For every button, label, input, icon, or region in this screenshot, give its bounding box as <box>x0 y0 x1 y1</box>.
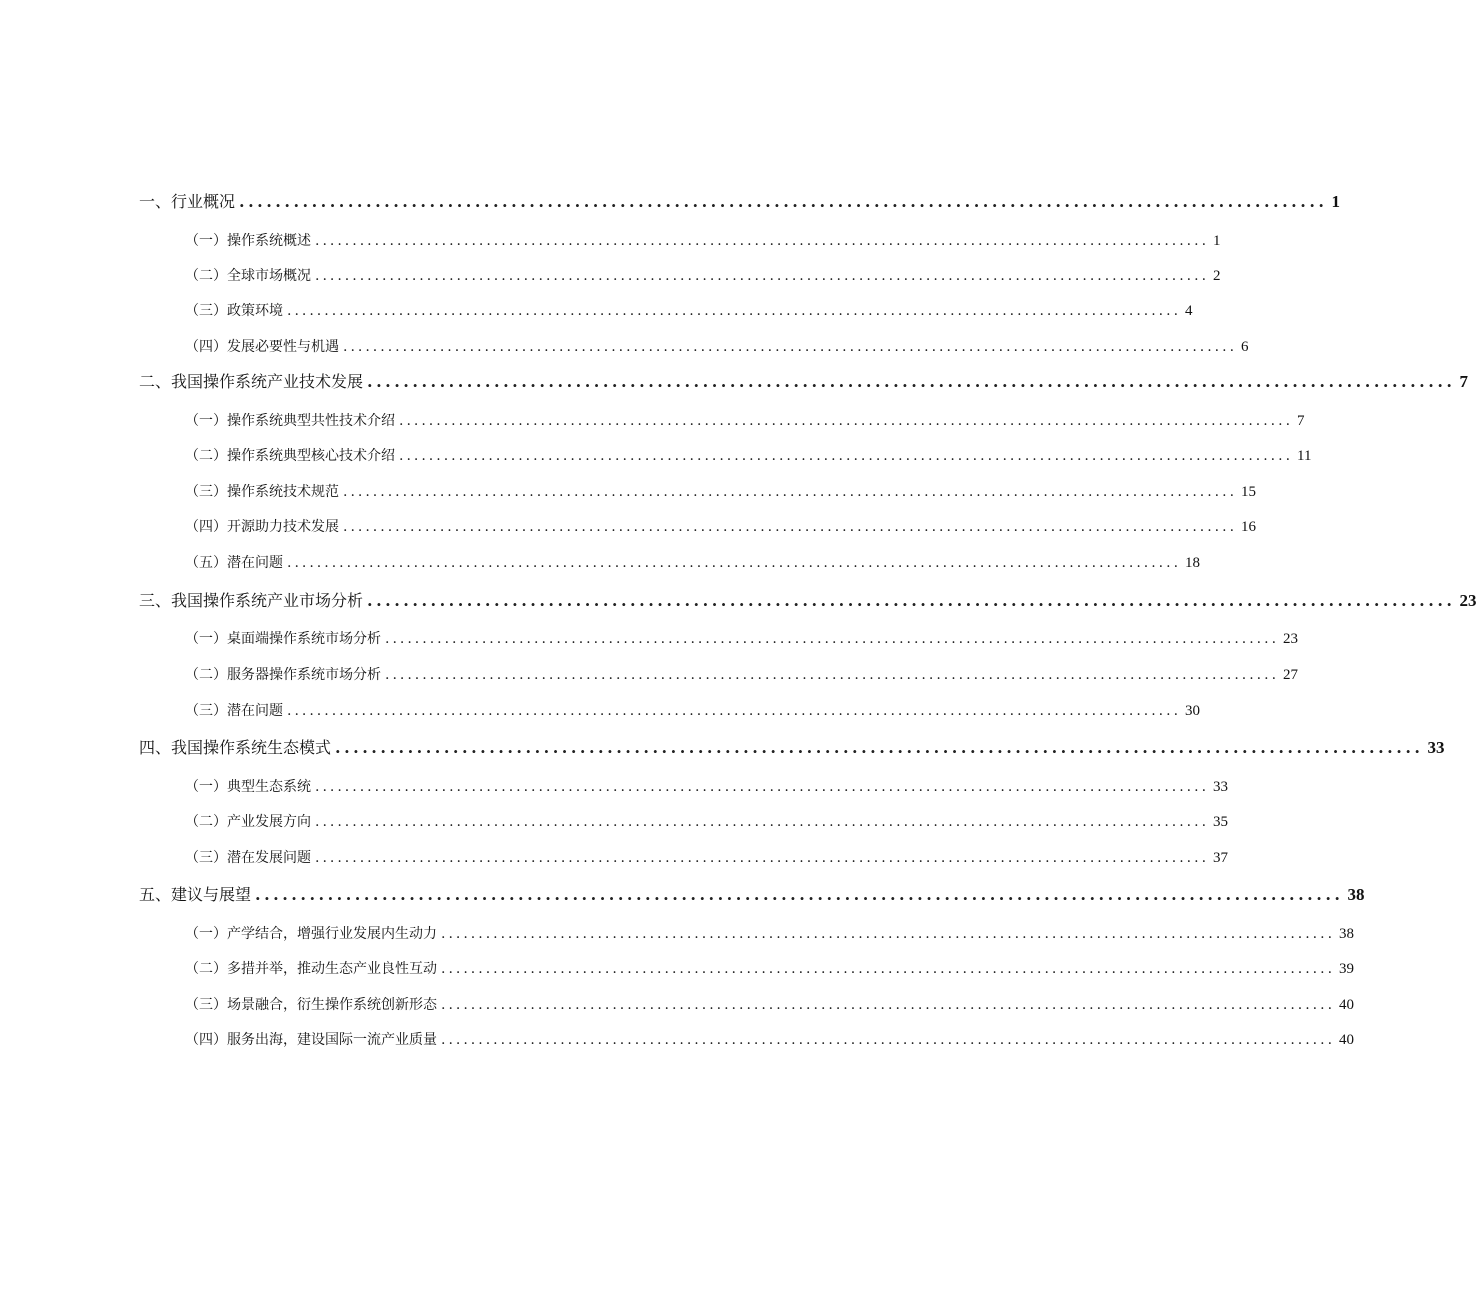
dot-leader: ........................................................................................................................ <box>343 339 1238 355</box>
dot-leader: ........................................................................................................................ <box>441 997 1336 1013</box>
toc-entry-page: 30 <box>1185 703 1201 719</box>
toc-entry-section-5-1[interactable] <box>185 922 1355 946</box>
toc-entry-page: 18 <box>1185 555 1201 571</box>
toc-entry-section-1-4[interactable] <box>185 335 1249 359</box>
toc-entry-page: 1 <box>1331 192 1340 211</box>
dot-leader: ........................................................................................................................ <box>385 631 1280 647</box>
toc-entry-section-2-5[interactable] <box>185 551 1201 575</box>
toc-entry-title: （二）多措并举，推动生态产业良性互动 <box>185 961 437 977</box>
toc-entry-title: （一）操作系统概述 <box>185 233 311 249</box>
toc-entry-page: 7 <box>1459 372 1468 391</box>
toc-entry-page: 37 <box>1213 850 1229 866</box>
toc-entry-chapter-2[interactable] <box>139 370 1468 394</box>
dot-leader: ........................................................................................................................ <box>385 667 1280 683</box>
toc-entry-title: （一）操作系统典型共性技术介绍 <box>185 413 395 429</box>
toc-entry-section-3-3[interactable] <box>185 699 1201 723</box>
toc-entry-page: 38 <box>1347 885 1365 904</box>
toc-entry-title: 四、我国操作系统生态模式 <box>139 738 332 757</box>
toc-entry-section-2-1[interactable] <box>185 409 1305 433</box>
dot-leader: ........................................................................................................................ <box>315 779 1210 795</box>
toc-entry-title: （二）产业发展方向 <box>185 814 311 830</box>
dot-leader: ........................................................................................................................ <box>399 413 1294 429</box>
toc-entry-page: 11 <box>1297 448 1312 464</box>
dot-leader: ........................................................................................................................ <box>399 448 1294 464</box>
toc-entry-page: 23 <box>1459 591 1476 610</box>
toc-entry-title: （一）典型生态系统 <box>185 779 311 795</box>
toc-entry-chapter-3[interactable] <box>139 589 1476 613</box>
toc-entry-page: 39 <box>1339 961 1355 977</box>
toc-entry-title: 五、建议与展望 <box>139 885 252 904</box>
toc-entry-section-1-3[interactable] <box>185 299 1193 323</box>
dot-leader: ........................................................................................................................ <box>315 233 1210 249</box>
toc-entry-title: （五）潜在问题 <box>185 555 283 571</box>
dot-leader: ........................................................................................................................ <box>287 555 1182 571</box>
toc-entry-section-1-2[interactable] <box>185 264 1221 288</box>
dot-leader: ........................................................................................................................ <box>441 926 1336 942</box>
dot-leader: ........................................................................................................................ <box>367 591 1456 610</box>
dot-leader: ........................................................................................................................ <box>335 738 1424 757</box>
toc-entry-page: 40 <box>1339 1032 1355 1048</box>
toc-entry-page: 2 <box>1213 268 1221 284</box>
toc-entry-page: 33 <box>1427 738 1445 757</box>
toc-entry-page: 6 <box>1241 339 1249 355</box>
toc-entry-section-3-2[interactable] <box>185 663 1299 687</box>
toc-entry-page: 38 <box>1339 926 1355 942</box>
toc-entry-title: 二、我国操作系统产业技术发展 <box>139 372 364 391</box>
dot-leader: ........................................................................................................................ <box>287 703 1182 719</box>
dot-leader: ........................................................................................................................ <box>315 814 1210 830</box>
toc-entry-page: 23 <box>1283 631 1299 647</box>
dot-leader: ........................................................................................................................ <box>367 372 1456 391</box>
toc-entry-page: 15 <box>1241 484 1257 500</box>
toc-entry-title: （一）产学结合，增强行业发展内生动力 <box>185 926 437 942</box>
toc-entry-section-2-2[interactable] <box>185 444 1312 468</box>
dot-leader: ........................................................................................................................ <box>315 268 1210 284</box>
toc-entry-section-5-3[interactable] <box>185 993 1355 1017</box>
toc-entry-title: （二）操作系统典型核心技术介绍 <box>185 448 395 464</box>
toc-entry-title: （二）全球市场概况 <box>185 268 311 284</box>
dot-leader: ........................................................................................................................ <box>287 303 1182 319</box>
toc-entry-section-4-2[interactable] <box>185 810 1229 834</box>
toc-entry-title: 三、我国操作系统产业市场分析 <box>139 591 364 610</box>
dot-leader: ........................................................................................................................ <box>239 192 1328 211</box>
dot-leader: ........................................................................................................................ <box>343 484 1238 500</box>
toc-entry-section-4-3[interactable] <box>185 846 1229 870</box>
toc-entry-chapter-4[interactable] <box>139 736 1445 760</box>
toc-entry-section-5-4[interactable] <box>185 1028 1355 1052</box>
toc-entry-title: （一）桌面端操作系统市场分析 <box>185 631 381 647</box>
toc-entry-title: （三）政策环境 <box>185 303 283 319</box>
toc-entry-page: 35 <box>1213 814 1229 830</box>
toc-entry-title: 一、行业概况 <box>139 192 236 211</box>
toc-entry-section-5-2[interactable] <box>185 957 1355 981</box>
toc-entry-title: （四）开源助力技术发展 <box>185 519 339 535</box>
toc-entry-title: （二）服务器操作系统市场分析 <box>185 667 381 683</box>
dot-leader: ........................................................................................................................ <box>343 519 1238 535</box>
toc-entry-page: 27 <box>1283 667 1299 683</box>
toc-entry-page: 33 <box>1213 779 1229 795</box>
toc-entry-chapter-1[interactable] <box>139 190 1340 214</box>
toc-entry-title: （三）操作系统技术规范 <box>185 484 339 500</box>
toc-entry-chapter-5[interactable] <box>139 883 1365 907</box>
dot-leader: ........................................................................................................................ <box>441 961 1336 977</box>
toc-entry-page: 16 <box>1241 519 1257 535</box>
toc-entry-section-2-3[interactable] <box>185 480 1257 504</box>
toc-entry-page: 4 <box>1185 303 1193 319</box>
toc-entry-title: （三）场景融合，衍生操作系统创新形态 <box>185 997 437 1013</box>
toc-entry-title: （四）服务出海，建设国际一流产业质量 <box>185 1032 437 1048</box>
toc-entry-page: 40 <box>1339 997 1355 1013</box>
toc-entry-title: （三）潜在问题 <box>185 703 283 719</box>
toc-entry-title: （四）发展必要性与机遇 <box>185 339 339 355</box>
toc-entry-title: （三）潜在发展问题 <box>185 850 311 866</box>
dot-leader: ........................................................................................................................ <box>255 885 1344 904</box>
toc-entry-section-3-1[interactable] <box>185 627 1299 651</box>
toc-entry-page: 1 <box>1213 233 1221 249</box>
toc-entry-page: 7 <box>1297 413 1305 429</box>
toc-entry-section-4-1[interactable] <box>185 775 1229 799</box>
toc-entry-section-2-4[interactable] <box>185 515 1257 539</box>
toc-entry-section-1-1[interactable] <box>185 229 1221 253</box>
dot-leader: ........................................................................................................................ <box>315 850 1210 866</box>
dot-leader: ........................................................................................................................ <box>441 1032 1336 1048</box>
